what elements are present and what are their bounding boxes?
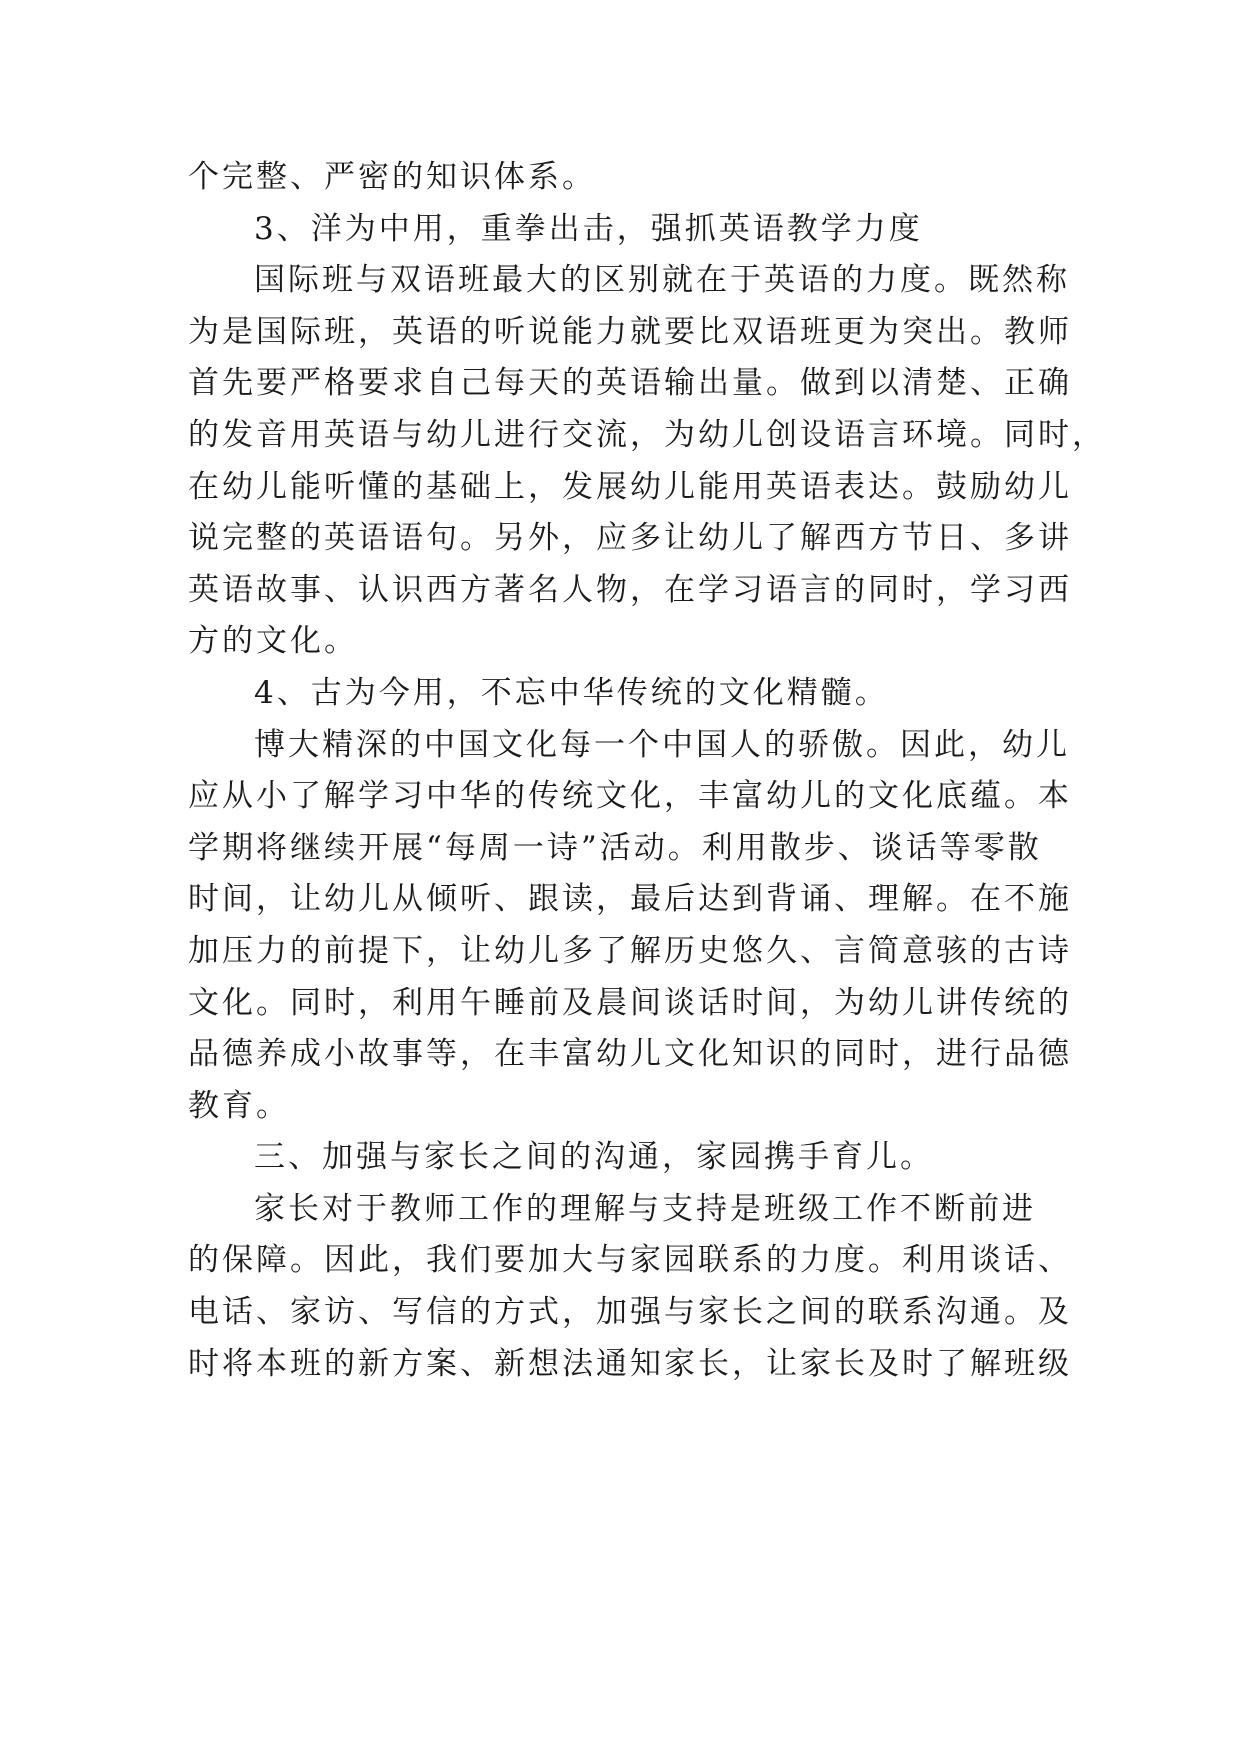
section-heading: 4、古为今用，不忘中华传统的文化精髓。 — [254, 674, 889, 711]
text-line: 英语故事、认识西方著名人物，在学习语言的同时，学习西 — [188, 571, 1072, 608]
text-line: 在幼儿能听懂的基础上，发展幼儿能用英语表达。鼓励幼儿 — [188, 468, 1072, 505]
text-line: 的发音用英语与幼儿进行交流，为幼儿创设语言环境。同时， — [188, 416, 1106, 453]
text-line: 电话、家访、写信的方式，加强与家长之间的联系沟通。及 — [188, 1294, 1072, 1331]
document-body — [188, 152, 1106, 1390]
text-line: 加压力的前提下，让幼儿多了解历史悠久、言简意骇的古诗 — [188, 932, 1072, 969]
text-line: 应从小了解学习中华的传统文化，丰富幼儿的文化底蕴。本 — [188, 778, 1072, 815]
section-heading: 三、加强与家长之间的沟通，家园携手育儿。 — [254, 1139, 934, 1176]
text-line: 说完整的英语语句。另外，应多让幼儿了解西方节日、多讲 — [188, 520, 1072, 557]
text-line: 方的文化。 — [188, 623, 358, 660]
text-line: 国际班与双语班最大的区别就在于英语的力度。既然称 — [254, 262, 1070, 299]
text-line: 学期将继续开展“每周一诗”活动。利用散步、谈话等零散 — [188, 829, 1042, 866]
text-line: 家长对于教师工作的理解与支持是班级工作不断前进 — [254, 1190, 1036, 1227]
text-line: 个完整、严密的知识体系。 — [188, 159, 596, 195]
text-line: 时将本班的新方案、新想法通知家长，让家长及时了解班级 — [188, 1345, 1072, 1382]
text-line: 为是国际班，英语的听说能力就要比双语班更为突出。教师 — [188, 313, 1072, 350]
text-line: 教育。 — [188, 1087, 290, 1124]
text-line: 品德养成小故事等，在丰富幼儿文化知识的同时，进行品德 — [188, 1036, 1072, 1073]
text-line: 博大精深的中国文化每一个中国人的骄傲。因此，幼儿 — [254, 726, 1070, 763]
text-line: 的保障。因此，我们要加大与家园联系的力度。利用谈话、 — [188, 1242, 1072, 1279]
text-line: 时间，让幼儿从倾听、跟读，最后达到背诵、理解。在不施 — [188, 881, 1072, 918]
section-heading: 3、洋为中用，重拳出击，强抓英语教学力度 — [254, 210, 923, 247]
text-line: 文化。同时，利用午睡前及晨间谈话时间，为幼儿讲传统的 — [188, 984, 1072, 1021]
text-line: 首先要严格要求自己每天的英语输出量。做到以清楚、正确 — [188, 365, 1072, 402]
